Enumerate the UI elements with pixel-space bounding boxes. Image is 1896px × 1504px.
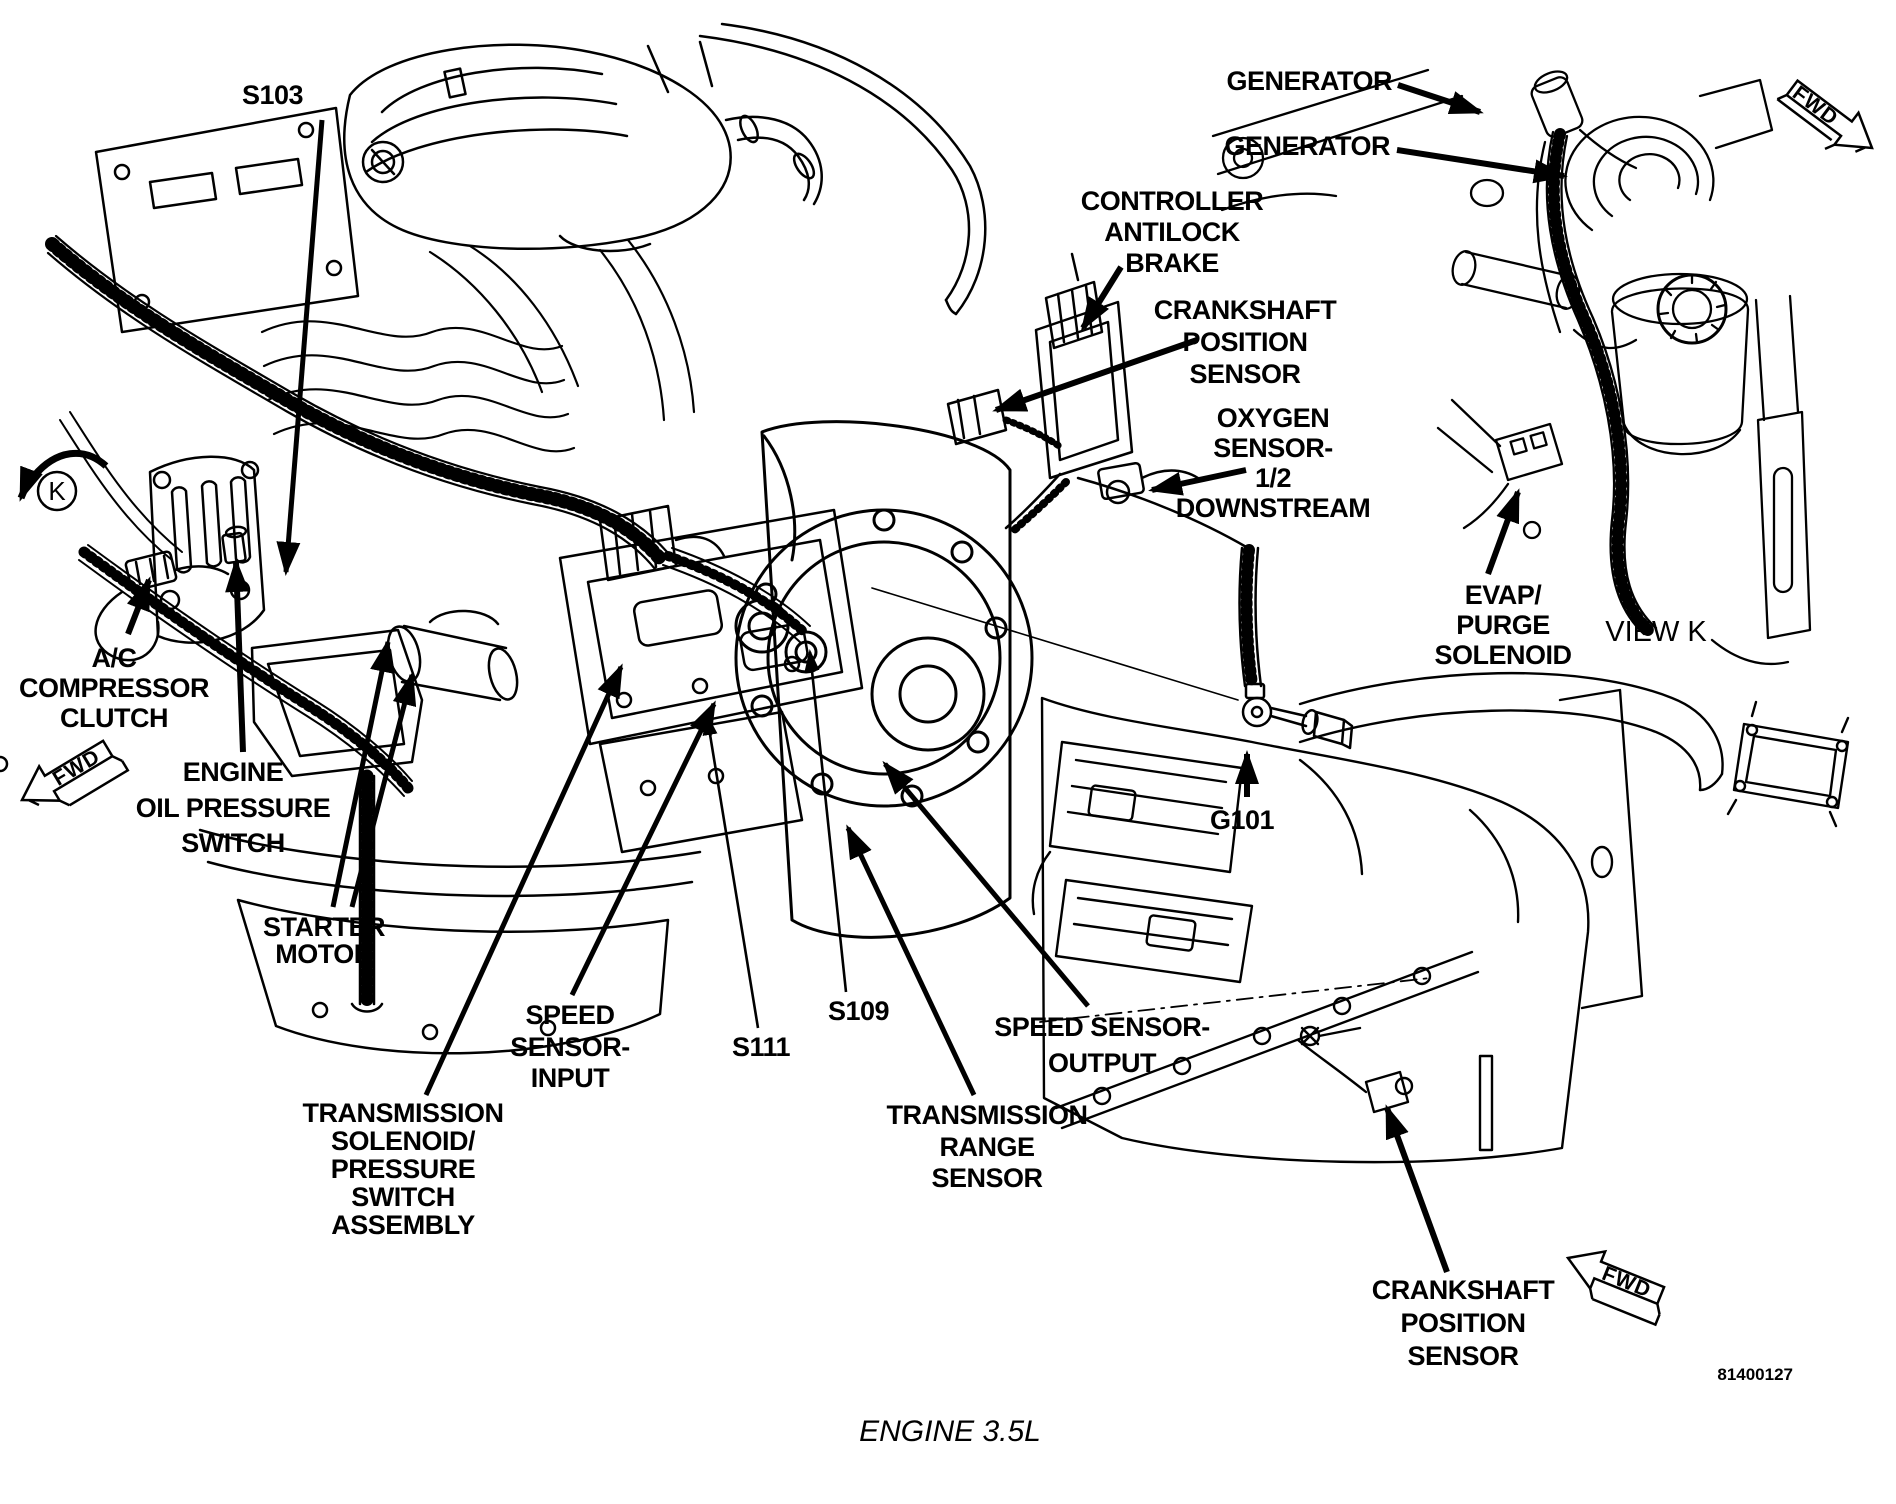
svg-text:PURGE: PURGE (1456, 610, 1550, 640)
svg-text:SENSOR: SENSOR (1189, 359, 1301, 389)
svg-text:PRESSURE: PRESSURE (330, 1154, 476, 1184)
callout-starter-motor (263, 912, 385, 969)
svg-text:CLUTCH: CLUTCH (60, 703, 168, 733)
svg-text:CONTROLLER: CONTROLLER (1080, 186, 1264, 216)
callout-generator-bottom: GENERATOR (1224, 131, 1390, 161)
svg-text:SENSOR: SENSOR (1407, 1341, 1519, 1371)
callout-s103: S103 (242, 80, 304, 110)
svg-text:STARTER: STARTER (263, 912, 385, 942)
svg-text:TRANSMISSION: TRANSMISSION (302, 1098, 504, 1128)
svg-text:CRANKSHAFT: CRANKSHAFT (1371, 1275, 1555, 1305)
svg-text:INPUT: INPUT (530, 1063, 610, 1093)
callout-s111: S111 (732, 1032, 791, 1062)
svg-text:DOWNSTREAM: DOWNSTREAM (1175, 493, 1371, 523)
svg-text:OUTPUT: OUTPUT (1048, 1048, 1156, 1078)
svg-text:RANGE: RANGE (939, 1132, 1035, 1162)
callout-s109: S109 (828, 996, 890, 1026)
svg-text:TRANSMISSION: TRANSMISSION (886, 1100, 1088, 1130)
svg-text:SOLENOID: SOLENOID (1434, 640, 1572, 670)
svg-text:SWITCH: SWITCH (351, 1182, 455, 1212)
svg-text:ANTILOCK: ANTILOCK (1104, 217, 1240, 247)
svg-text:POSITION: POSITION (1182, 327, 1308, 357)
svg-text:CRANKSHAFT: CRANKSHAFT (1153, 295, 1337, 325)
svg-text:POSITION: POSITION (1400, 1308, 1526, 1338)
svg-text:ASSEMBLY: ASSEMBLY (331, 1210, 475, 1240)
svg-text:SOLENOID/: SOLENOID/ (330, 1126, 476, 1156)
svg-text:EVAP/: EVAP/ (1464, 580, 1542, 610)
svg-text:A/C: A/C (91, 643, 137, 673)
svg-text:SPEED SENSOR-: SPEED SENSOR- (994, 1012, 1210, 1042)
svg-text:OIL PRESSURE: OIL PRESSURE (135, 793, 331, 823)
svg-text:ENGINE: ENGINE (182, 757, 284, 787)
svg-text:COMPRESSOR: COMPRESSOR (18, 673, 210, 703)
svg-text:SPEED: SPEED (525, 1000, 615, 1030)
svg-text:1/2: 1/2 (1254, 463, 1292, 493)
svg-text:SENSOR-: SENSOR- (510, 1032, 630, 1062)
part-number: 81400127 (1717, 1365, 1793, 1384)
svg-text:MOTOR: MOTOR (275, 939, 373, 969)
callout-g101: G101 (1210, 805, 1275, 835)
fwd-label-bottom-right: FWD (1598, 1262, 1655, 1303)
callout-generator-top: GENERATOR (1226, 66, 1392, 96)
view-k-label: VIEW K (1605, 616, 1707, 648)
svg-text:SWITCH: SWITCH (181, 828, 285, 858)
fwd-label-left: FWD (48, 744, 105, 791)
fwd-label-top-right: FWD (1788, 81, 1843, 131)
svg-text:SENSOR-: SENSOR- (1213, 433, 1333, 463)
svg-text:BRAKE: BRAKE (1125, 248, 1219, 278)
k-balloon-label: K (48, 476, 66, 506)
figure-caption: ENGINE 3.5L (859, 1415, 1041, 1448)
svg-text:OXYGEN: OXYGEN (1216, 403, 1330, 433)
svg-text:SENSOR: SENSOR (931, 1163, 1043, 1193)
callout-transmission-solenoid-assembly (302, 1098, 503, 1240)
